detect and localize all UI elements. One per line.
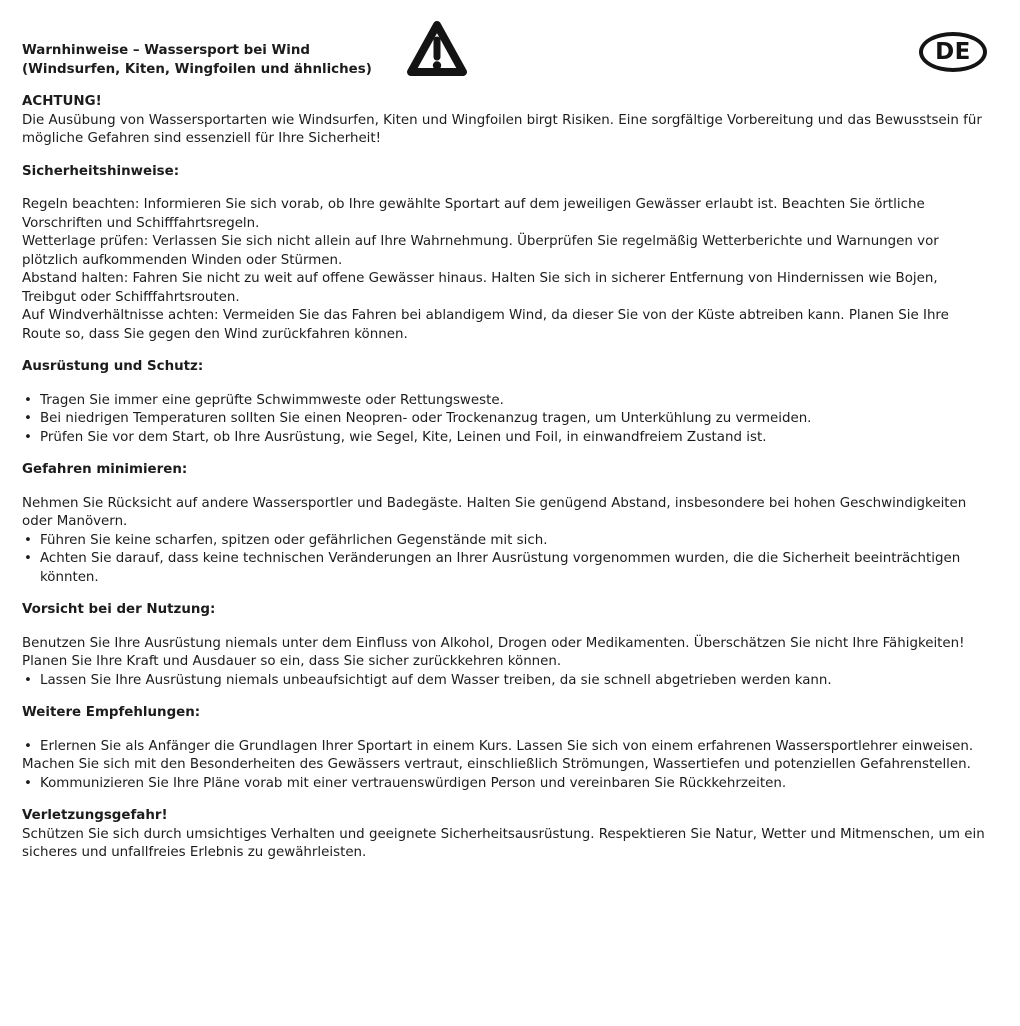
section-empfehlungen	[22, 704, 990, 793]
paragraph-wetterlage-pruefen: Wetterlage prüfen: Verlassen Sie sich nicht allein auf Ihre Wahrnehmung. Überprüfen Sie regelmäßig Wetterberichte und Warnungen vor plötzlich aufkommenden Winden oder Stürmen.	[22, 234, 939, 268]
page-title	[22, 38, 990, 79]
section-heading-ausruestung: Ausrüstung und Schutz:	[22, 359, 204, 374]
section-heading-verletzungsgefahr: Verletzungsgefahr!	[22, 808, 168, 823]
list-item	[24, 738, 990, 757]
page-title-line1: Warnhinweise – Wassersport bei Wind	[22, 43, 311, 58]
page-title-line2: (Windsurfen, Kiten, Wingfoilen und ähnliches)	[22, 61, 372, 77]
bullet-icon: •	[24, 392, 32, 408]
list-item	[24, 429, 990, 448]
bullet-icon: •	[24, 672, 32, 688]
paragraph-abstand-halten: Abstand halten: Fahren Sie nicht zu weit auf offene Gewässer hinaus. Halten Sie sich in sicherer Entfernung von Hindernissen wie Bojen, Treibgut oder Schifffahrtsrouten.	[22, 271, 938, 305]
list-item-text: Führen Sie keine scharfen, spitzen oder gefährlichen Gegenstände mit sich.	[40, 532, 548, 548]
paragraph-verletzungsgefahr: Schützen Sie sich durch umsichtiges Verhalten und geeignete Sicherheitsausrüstung. Respektieren Sie Natur, Wetter und Mitmenschen, um ein sicheres und unfallfreies Erlebnis zu gewährleisten.	[22, 826, 985, 860]
list-item-text: Erlernen Sie als Anfänger die Grundlagen Ihrer Sportart in einem Kurs. Lassen Sie sich von einem erfahrenen Wassersportlehrer einweisen.	[40, 738, 974, 754]
section-heading-achtung: ACHTUNG!	[22, 94, 102, 109]
list-item-text: Prüfen Sie vor dem Start, ob Ihre Ausrüstung, wie Segel, Kite, Leinen und Foil, in einwandfreiem Zustand ist.	[40, 429, 767, 445]
section-ausruestung	[22, 358, 990, 447]
language-badge-label: DE	[935, 38, 971, 65]
language-badge	[919, 32, 987, 72]
list-item-text: Kommunizieren Sie Ihre Pläne vorab mit einer vertrauenswürdigen Person und vereinbaren Sie Rückkehrzeiten.	[40, 775, 787, 791]
list-item-text: Bei niedrigen Temperaturen sollten Sie einen Neopren- oder Trockenanzug tragen, um Unterkühlung zu vermeiden.	[40, 411, 812, 426]
section-achtung	[22, 93, 990, 149]
bullet-icon: •	[24, 551, 32, 566]
paragraph-besonderheiten: Machen Sie sich mit den Besonderheiten des Gewässers vertraut, einschließlich Strömungen, Wassertiefen und potenziellen Gefahrenstellen.	[22, 757, 971, 772]
section-heading-sicherheitshinweise: Sicherheitshinweise:	[22, 163, 180, 179]
bullet-icon: •	[24, 532, 32, 548]
paragraph-achtung: Die Ausübung von Wassersportarten wie Windsurfen, Kiten und Wingfoilen birgt Risiken. Eine sorgfältige Vorbereitung und das Bewusstsein für mögliche Gefahren sind essenziell für Ihre Sicherheit!	[22, 112, 982, 146]
document-header	[22, 38, 990, 79]
paragraph-windverhaeltnisse: Auf Windverhältnisse achten: Vermeiden Sie das Fahren bei ablandigem Wind, da dieser Sie von der Küste abtreiben kann. Planen Sie Ihre Route so, dass Sie gegen den Wind zurückfahren können.	[22, 308, 949, 342]
list-item-text: Achten Sie darauf, dass keine technischen Veränderungen an Ihrer Ausrüstung vorgenommen wurden, die die Sicherheit beeinträchtigen könnten.	[40, 551, 961, 585]
section-heading-vorsicht: Vorsicht bei der Nutzung:	[22, 602, 216, 617]
list-item	[24, 532, 990, 551]
bullet-icon: •	[24, 738, 32, 754]
bullet-icon: •	[24, 775, 32, 791]
section-gefahren	[22, 461, 990, 587]
bullet-icon: •	[24, 411, 32, 426]
warning-triangle-icon	[406, 19, 468, 80]
list-item-text: Tragen Sie immer eine geprüfte Schwimmweste oder Rettungsweste.	[40, 392, 504, 408]
paragraph-ruecksicht: Nehmen Sie Rücksicht auf andere Wassersportler und Badegäste. Halten Sie genügend Abstand, insbesondere bei hohen Geschwindigkeiten oder Manövern.	[22, 495, 967, 529]
paragraph-benutzen: Benutzen Sie Ihre Ausrüstung niemals unter dem Einfluss von Alkohol, Drogen oder Medikamenten. Überschätzen Sie nicht Ihre Fähigkeiten! Planen Sie Ihre Kraft und Ausdauer so ein, dass Sie sicher zurückkehren können.	[22, 635, 965, 669]
list-item	[24, 392, 990, 411]
section-heading-empfehlungen: Weitere Empfehlungen:	[22, 705, 201, 720]
section-vorsicht	[22, 601, 990, 690]
section-verletzungsgefahr	[22, 807, 990, 863]
paragraph-regeln-beachten: Regeln beachten: Informieren Sie sich vorab, ob Ihre gewählte Sportart auf dem jeweiligen Gewässer erlaubt ist. Beachten Sie örtliche Vorschriften und Schifffahrtsregeln.	[22, 197, 925, 231]
list-item	[24, 672, 990, 691]
list-item	[24, 550, 990, 587]
bullet-icon: •	[24, 429, 32, 445]
list-item	[24, 410, 990, 429]
list-item-text: Lassen Sie Ihre Ausrüstung niemals unbeaufsichtigt auf dem Wasser treiben, da sie schnell abgetrieben werden kann.	[40, 672, 832, 688]
section-heading-gefahren: Gefahren minimieren:	[22, 462, 188, 477]
section-sicherheitshinweise	[22, 163, 990, 345]
list-item	[24, 775, 990, 794]
